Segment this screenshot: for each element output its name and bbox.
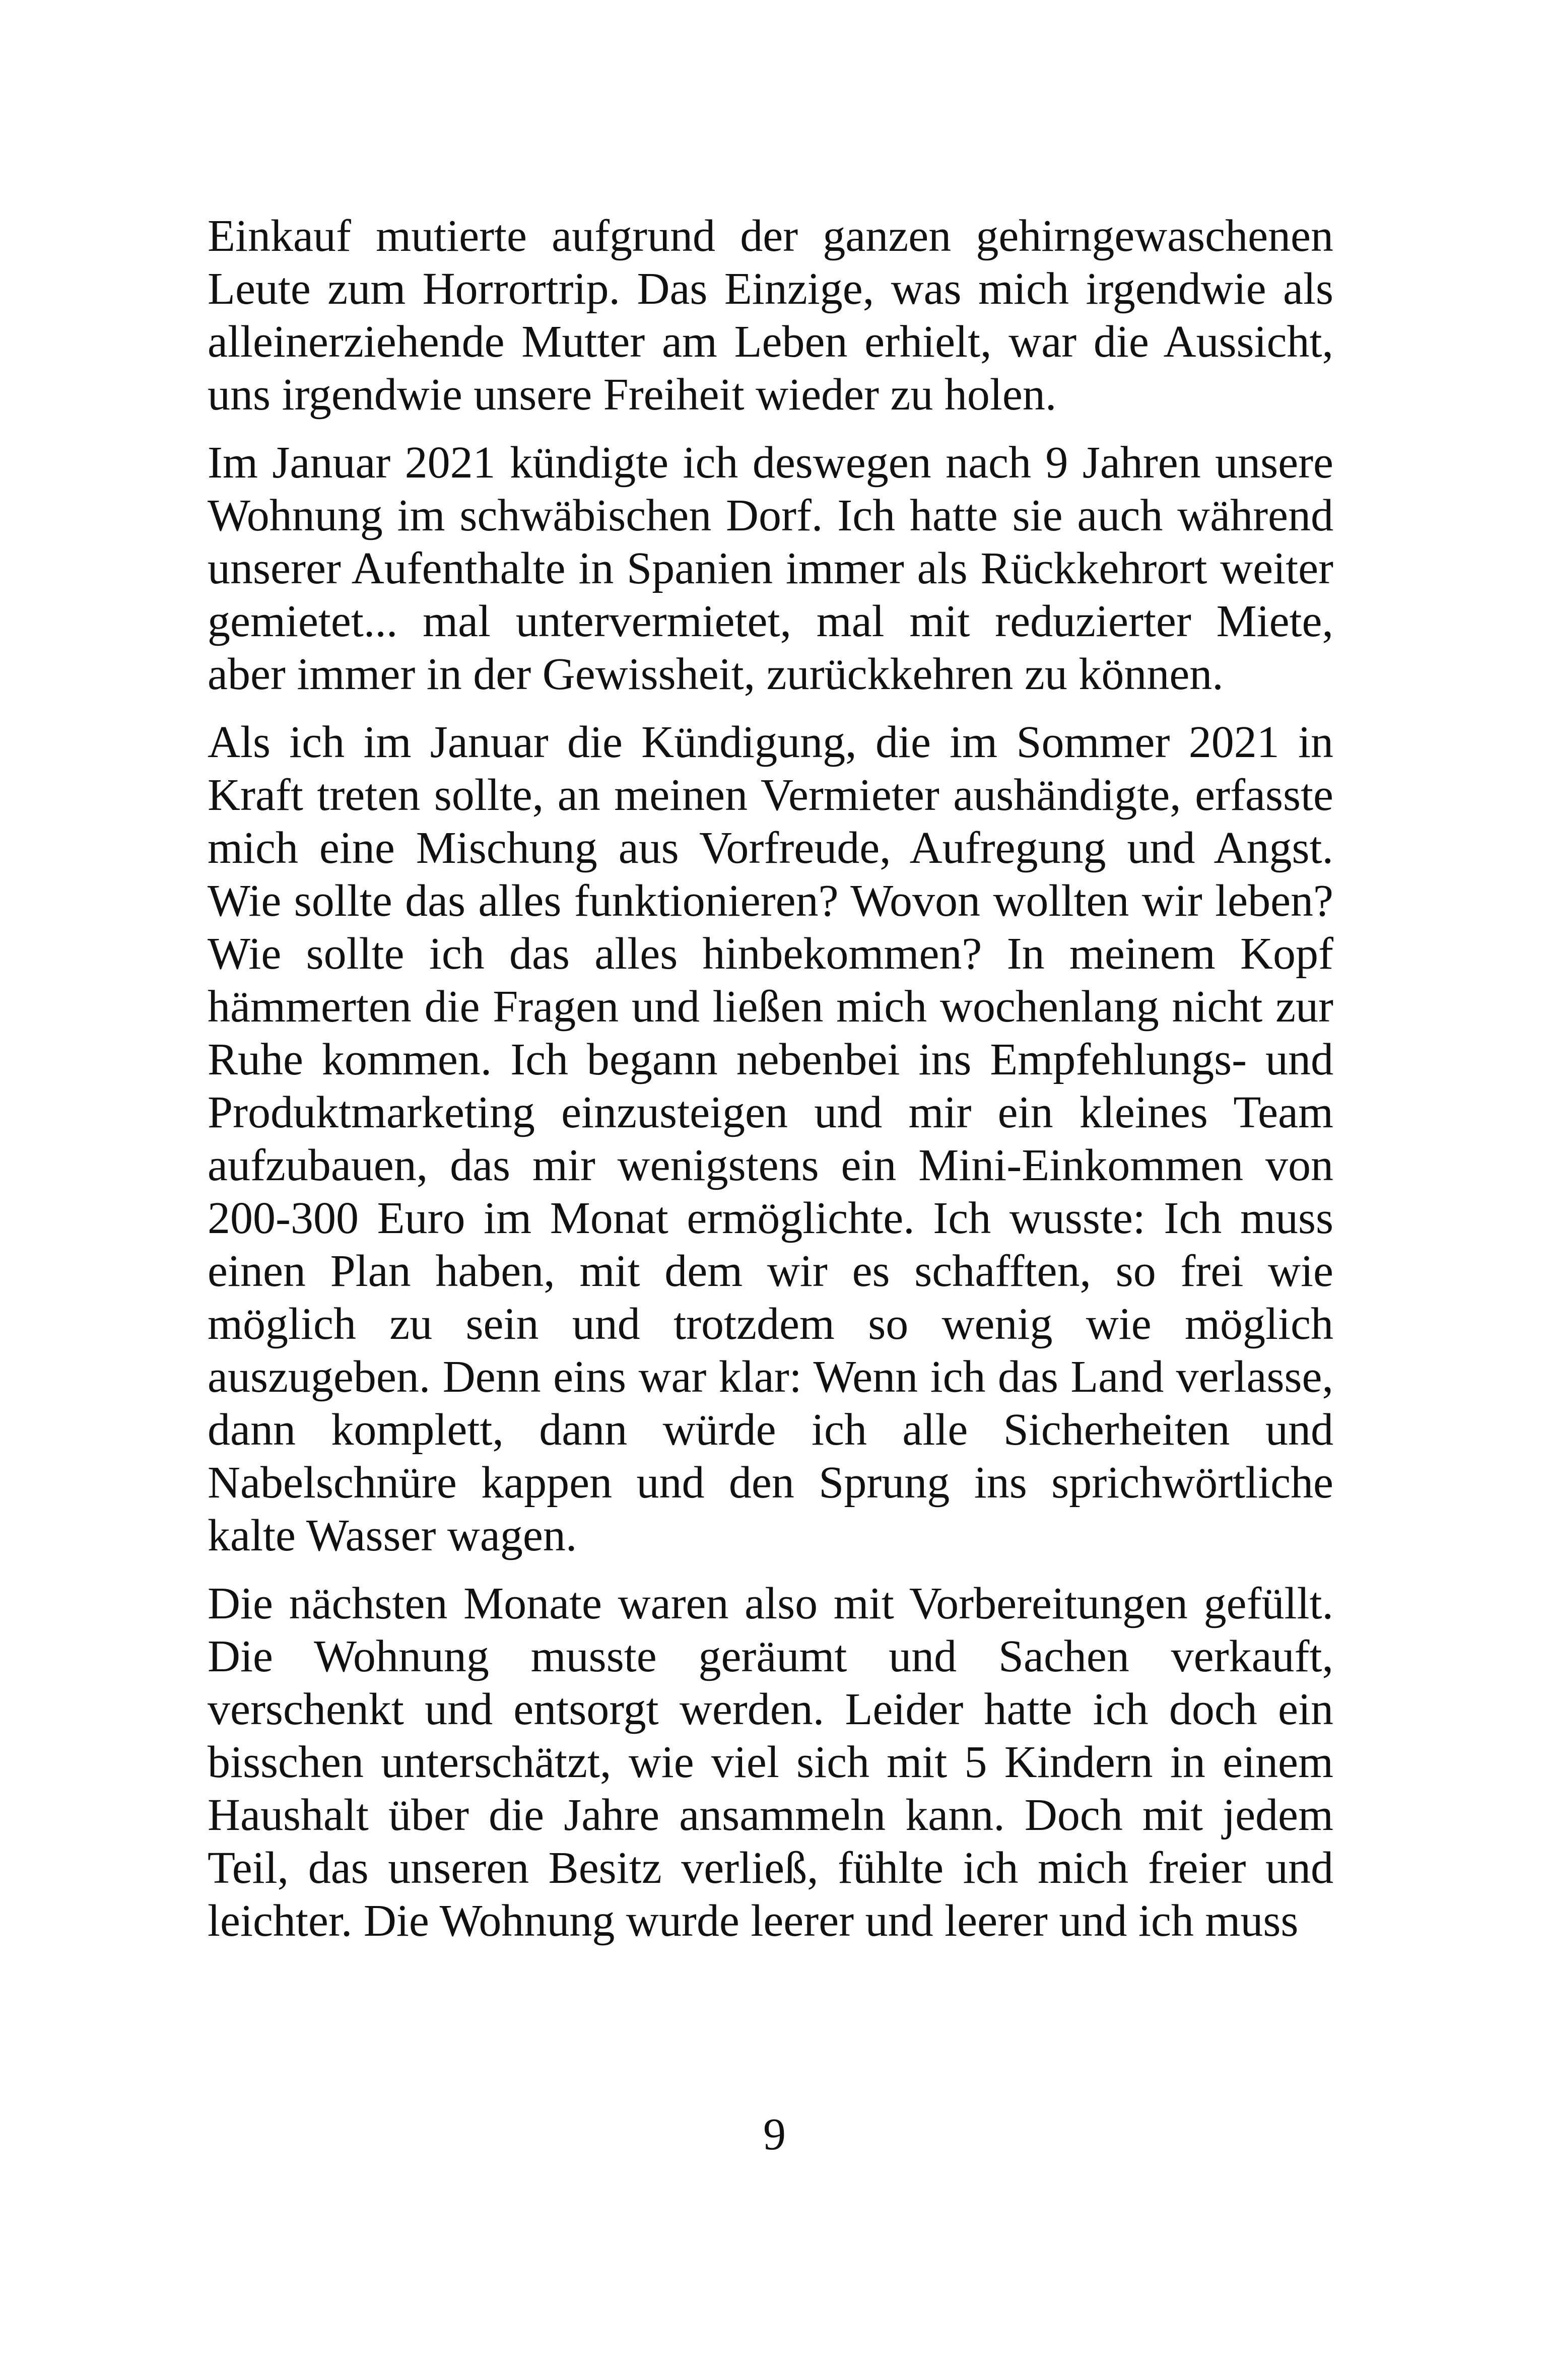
paragraph-2: Im Januar 2021 kündigte ich deswegen nach 9 Jahren unsere Wohnung im schwäbischen Dorf. Ich hatte sie auch während unserer Aufenthalte in Spanien immer als Rückkehrort weiter gemietet... mal untervermietet, mal mit reduzierter Miete, aber immer in der Gewissheit, zurückkehren zu können. <box>208 438 1333 699</box>
paragraph-1: Einkauf mutierte aufgrund der ganzen gehirngewaschenen Leute zum Horrortrip. Das Einzige, was mich irgendwie als alleinerziehende Mutter am Leben erhielt, war die Aussicht, uns irgendwie unsere Freiheit wieder zu holen. <box>208 211 1333 420</box>
paragraph-4: Die nächsten Monate waren also mit Vorbereitungen gefüllt. Die Wohnung musste geräumt und Sachen verkauft, verschenkt und entsorgt werden. Leider hatte ich doch ein bisschen unterschätzt, wie viel sich mit 5 Kindern in einem Haushalt über die Jahre ansammeln kann. Doch mit jedem Teil, das unseren Besitz verließ, fühlte ich mich freier und leichter. Die Wohnung wurde leerer und leerer und ich muss <box>208 1579 1333 1946</box>
paragraph-3: Als ich im Januar die Kündigung, die im Sommer 2021 in Kraft treten sollte, an meinen Vermieter aushändigte, erfasste mich eine Mischung aus Vorfreude, Aufregung und Angst. Wie sollte das alles funktionieren? Wovon wollten wir leben? Wie sollte ich das alles hinbekommen? In meinem Kopf hämmerten die Fragen und ließen mich wochenlang nicht zur Ruhe kommen. Ich begann nebenbei ins Empfehlungs- und Produktmarketing einzusteigen und mir ein kleines Team aufzubauen, das mir wenigstens ein Mini-Einkommen von 200-300 Euro im Monat ermöglichte. Ich wusste: Ich muss einen Plan haben, mit dem wir es schafften, so frei wie möglich zu sein und trotzdem so wenig wie möglich auszugeben. Denn eins war klar: Wenn ich das Land verlasse, dann komplett, dann würde ich alle Sicherheiten und Nabelschnüre kappen und den Sprung ins sprichwörtliche kalte Wasser wagen. <box>208 717 1333 1560</box>
page-number: 9 <box>763 2110 786 2159</box>
body-text <box>208 210 1333 1962</box>
